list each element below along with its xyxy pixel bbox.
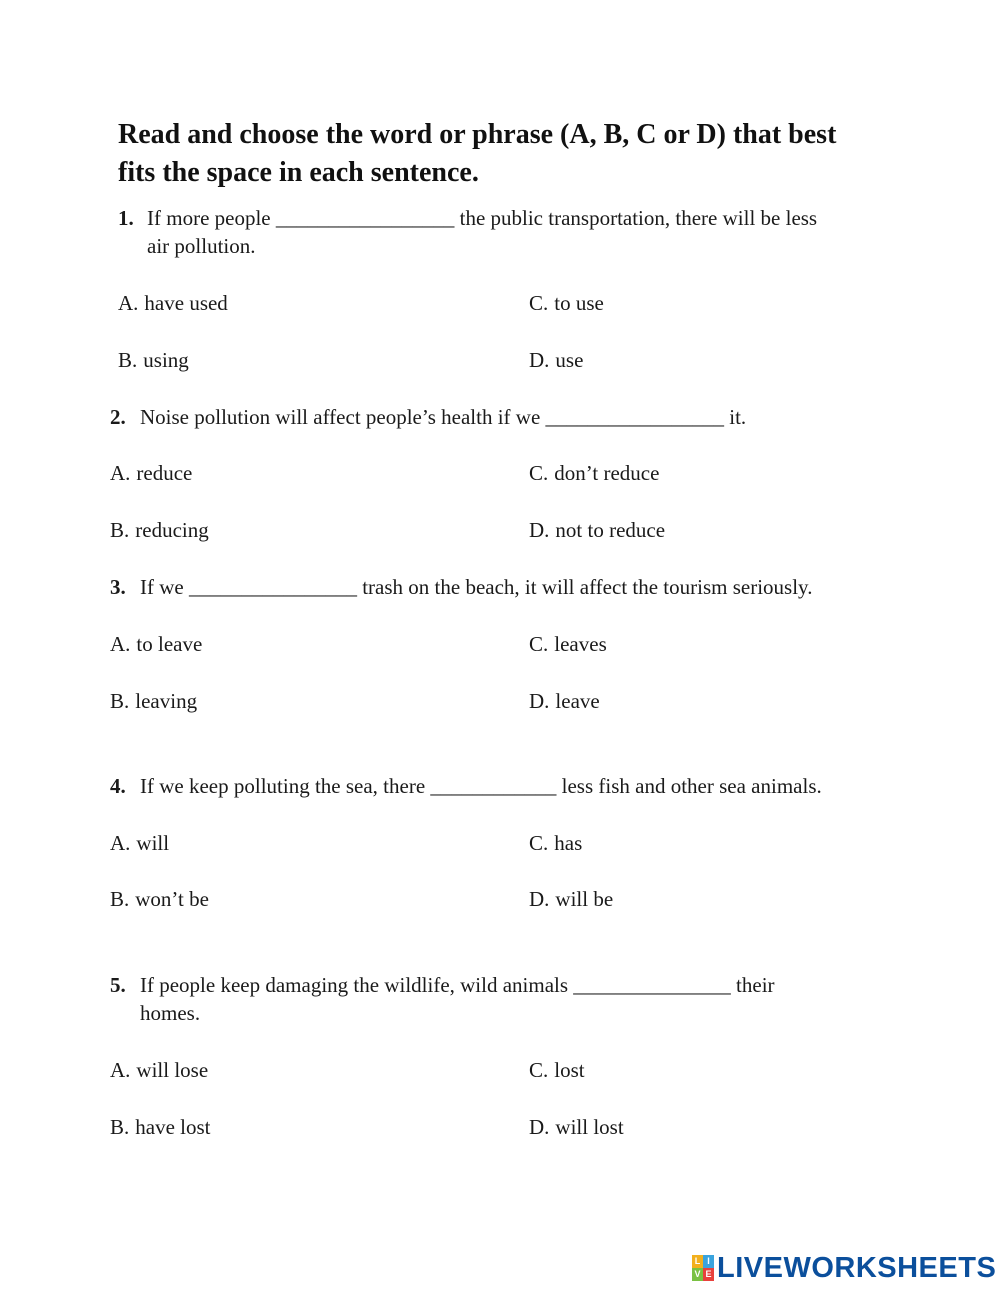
option-letter: D. <box>529 689 550 713</box>
option-text: to leave <box>136 632 203 656</box>
option-letter: A. <box>110 461 131 485</box>
option-a[interactable] <box>110 630 202 658</box>
option-text: has <box>554 831 583 855</box>
option-b[interactable] <box>110 885 209 913</box>
option-c[interactable] <box>529 1056 585 1084</box>
logo-mark-cell: I <box>703 1255 714 1268</box>
question-5 <box>110 971 900 1027</box>
option-c[interactable] <box>529 829 582 857</box>
option-d[interactable] <box>529 687 600 715</box>
option-letter: D. <box>529 348 550 372</box>
option-letter: B. <box>110 1115 130 1139</box>
option-text: leaves <box>554 632 607 656</box>
option-letter: C. <box>529 1058 549 1082</box>
option-text: use <box>555 348 584 372</box>
option-c[interactable] <box>529 630 607 658</box>
option-b[interactable] <box>118 346 189 374</box>
option-text: won’t be <box>135 887 209 911</box>
option-c[interactable] <box>529 459 659 487</box>
option-a[interactable] <box>110 1056 208 1084</box>
option-letter: B. <box>118 348 138 372</box>
option-letter: C. <box>529 291 549 315</box>
logo-mark-cell: L <box>692 1255 703 1268</box>
option-letter: A. <box>110 831 131 855</box>
question-number: 1. <box>118 206 134 230</box>
logo-mark-cell: E <box>703 1268 714 1281</box>
question-stem-line-1: If we ________________ trash on the beach, it will affect the tourism seriously. <box>140 575 813 599</box>
logo-mark-icon <box>692 1255 714 1281</box>
option-d[interactable] <box>529 885 613 913</box>
option-text: not to reduce <box>555 518 666 542</box>
option-d[interactable] <box>529 1113 624 1141</box>
liveworksheets-logo <box>692 1252 996 1284</box>
option-text: leaving <box>135 689 198 713</box>
option-a[interactable] <box>118 289 228 317</box>
option-d[interactable] <box>529 346 583 374</box>
option-b[interactable] <box>110 687 197 715</box>
question-stem-line-1: If more people _________________ the public transportation, there will be less <box>147 206 818 230</box>
option-text: lost <box>554 1058 585 1082</box>
option-text: using <box>143 348 189 372</box>
option-letter: B. <box>110 887 130 911</box>
option-letter: A. <box>110 632 131 656</box>
question-number: 2. <box>110 405 126 429</box>
question-3 <box>110 573 930 601</box>
option-text: have used <box>144 291 228 315</box>
option-letter: D. <box>529 1115 550 1139</box>
option-d[interactable] <box>529 516 665 544</box>
option-b[interactable] <box>110 1113 211 1141</box>
option-text: will lost <box>555 1115 624 1139</box>
option-text: will be <box>555 887 614 911</box>
option-text: will lose <box>136 1058 209 1082</box>
option-letter: B. <box>110 518 130 542</box>
instructions-heading <box>118 116 918 192</box>
option-text: reduce <box>136 461 193 485</box>
option-letter: C. <box>529 831 549 855</box>
question-stem-line-1: If we keep polluting the sea, there ____________ less fish and other sea animals. <box>140 774 822 798</box>
option-a[interactable] <box>110 459 192 487</box>
question-number: 3. <box>110 575 126 599</box>
question-number: 4. <box>110 774 126 798</box>
logo-mark-cell: V <box>692 1268 703 1281</box>
question-stem-line-1: Noise pollution will affect people’s health if we _________________ it. <box>140 405 747 429</box>
option-text: reducing <box>135 518 209 542</box>
option-letter: D. <box>529 518 550 542</box>
option-text: will <box>136 831 170 855</box>
question-stem-line-2: air pollution. <box>147 234 256 258</box>
option-letter: D. <box>529 887 550 911</box>
question-4 <box>110 772 960 800</box>
option-a[interactable] <box>110 829 169 857</box>
option-c[interactable] <box>529 289 604 317</box>
instructions-line-1: Read and choose the word or phrase (A, B, C or D) that best <box>118 119 837 150</box>
option-letter: A. <box>118 291 139 315</box>
option-text: have lost <box>135 1115 211 1139</box>
option-b[interactable] <box>110 516 209 544</box>
option-text: to use <box>554 291 604 315</box>
option-letter: A. <box>110 1058 131 1082</box>
question-number: 5. <box>110 973 126 997</box>
logo-text: LIVEWORKSHEETS <box>717 1251 997 1284</box>
question-2 <box>110 403 930 431</box>
question-1 <box>118 204 908 260</box>
question-stem-line-1: If people keep damaging the wildlife, wild animals _______________ their <box>140 973 775 997</box>
option-letter: B. <box>110 689 130 713</box>
option-text: leave <box>555 689 600 713</box>
option-text: don’t reduce <box>554 461 660 485</box>
option-letter: C. <box>529 461 549 485</box>
option-letter: C. <box>529 632 549 656</box>
question-stem-line-2: homes. <box>140 1001 201 1025</box>
instructions-line-2: fits the space in each sentence. <box>118 157 479 188</box>
